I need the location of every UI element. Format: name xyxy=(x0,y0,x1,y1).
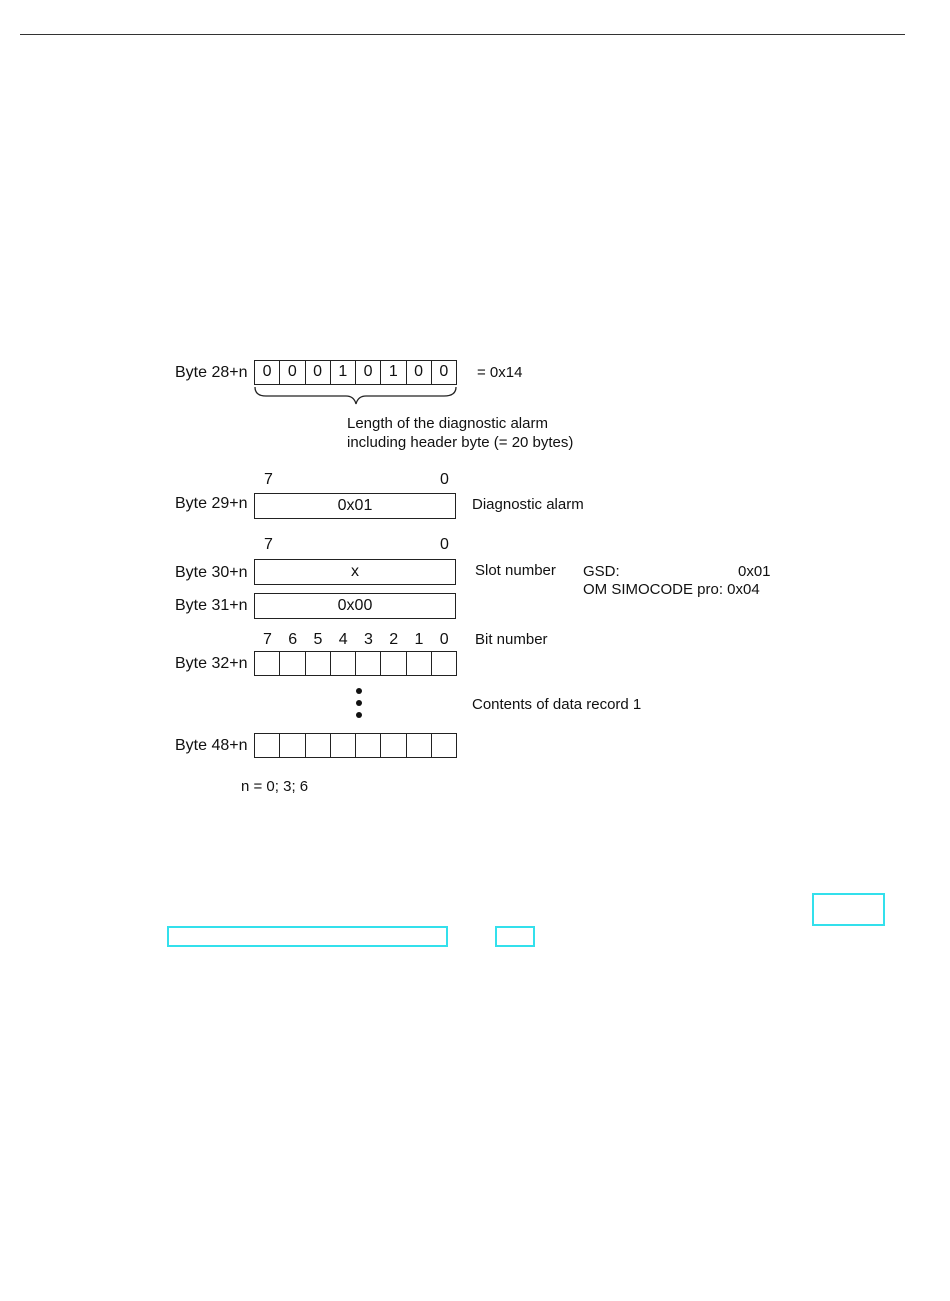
byte28-bit-cell: 0 xyxy=(254,360,280,385)
byte48-bit-cell xyxy=(380,733,406,758)
byte30-msb-label: 7 xyxy=(264,536,273,553)
bit-number-label: Bit number xyxy=(475,631,548,648)
byte48-bit-cell xyxy=(279,733,305,758)
byte32-bit-cell xyxy=(431,651,457,676)
byte48-bit-cell xyxy=(406,733,432,758)
bit-number: 1 xyxy=(414,631,424,648)
hyperlink-box[interactable] xyxy=(812,893,885,926)
byte31-value: 0x00 xyxy=(337,597,373,614)
bit-number: 5 xyxy=(313,631,323,648)
byte32-bit-cell xyxy=(380,651,406,676)
hyperlink-box[interactable] xyxy=(495,926,535,947)
byte28-bit-cell: 0 xyxy=(355,360,381,385)
header-rule xyxy=(20,34,905,35)
byte28-bit-cell: 0 xyxy=(406,360,432,385)
byte48-bit-cell xyxy=(330,733,356,758)
ellipsis-dot xyxy=(356,700,362,706)
byte29-box xyxy=(254,493,456,519)
byte29-value: 0x01 xyxy=(337,497,373,514)
byte31-label: Byte 31+n xyxy=(175,597,248,614)
byte28-hex-note: = 0x14 xyxy=(477,364,523,381)
byte29-lsb-label: 0 xyxy=(440,471,449,488)
hyperlink-box[interactable] xyxy=(167,926,448,947)
continuation-label: Contents of data record 1 xyxy=(472,696,642,713)
byte28-bit-cell: 1 xyxy=(330,360,356,385)
ellipsis-dot xyxy=(356,712,362,718)
byte28-bit-cell: 0 xyxy=(279,360,305,385)
bit-number: 2 xyxy=(389,631,399,648)
length-brace xyxy=(254,386,458,406)
byte31-box xyxy=(254,593,456,619)
byte48-bit-cell xyxy=(355,733,381,758)
byte32-bit-cell xyxy=(254,651,280,676)
byte30-lsb-label: 0 xyxy=(440,536,449,553)
bit-number: 0 xyxy=(439,631,449,648)
byte48-bit-cell xyxy=(254,733,280,758)
ellipsis-dot xyxy=(356,688,362,694)
byte32-bit-cell xyxy=(355,651,381,676)
byte30-value: x xyxy=(351,563,359,580)
byte48-bit-cell xyxy=(305,733,331,758)
brace-caption-line2: including header byte (= 20 bytes) xyxy=(347,434,574,451)
byte28-bit-cell: 0 xyxy=(431,360,457,385)
byte48-label: Byte 48+n xyxy=(175,737,248,754)
byte32-label: Byte 32+n xyxy=(175,655,248,672)
byte30-label: Byte 30+n xyxy=(175,564,248,581)
byte32-bit-cell xyxy=(406,651,432,676)
byte32-bit-cell xyxy=(279,651,305,676)
byte29-description: Diagnostic alarm xyxy=(472,496,584,513)
byte30-description: Slot number xyxy=(475,562,556,579)
bit-number: 7 xyxy=(263,631,272,648)
gsd-value: 0x01 xyxy=(738,563,771,580)
byte28-bit-cell: 0 xyxy=(305,360,331,385)
byte29-label: Byte 29+n xyxy=(175,495,248,512)
footnote: n = 0; 3; 6 xyxy=(241,778,309,795)
gsd-label: GSD: xyxy=(583,563,620,580)
byte29-msb-label: 7 xyxy=(264,471,273,488)
byte28-bit-cell: 1 xyxy=(380,360,406,385)
byte32-bit-cell xyxy=(305,651,331,676)
bit-number: 3 xyxy=(364,631,373,648)
bit-number: 6 xyxy=(288,631,298,648)
byte28-label: Byte 28+n xyxy=(175,364,248,381)
brace-caption-line1: Length of the diagnostic alarm xyxy=(347,415,548,432)
byte32-bit-cell xyxy=(330,651,356,676)
om-simocode-line: OM SIMOCODE pro: 0x04 xyxy=(583,581,760,598)
bit-number: 4 xyxy=(338,631,348,648)
byte48-bit-cell xyxy=(431,733,457,758)
byte30-box xyxy=(254,559,456,585)
